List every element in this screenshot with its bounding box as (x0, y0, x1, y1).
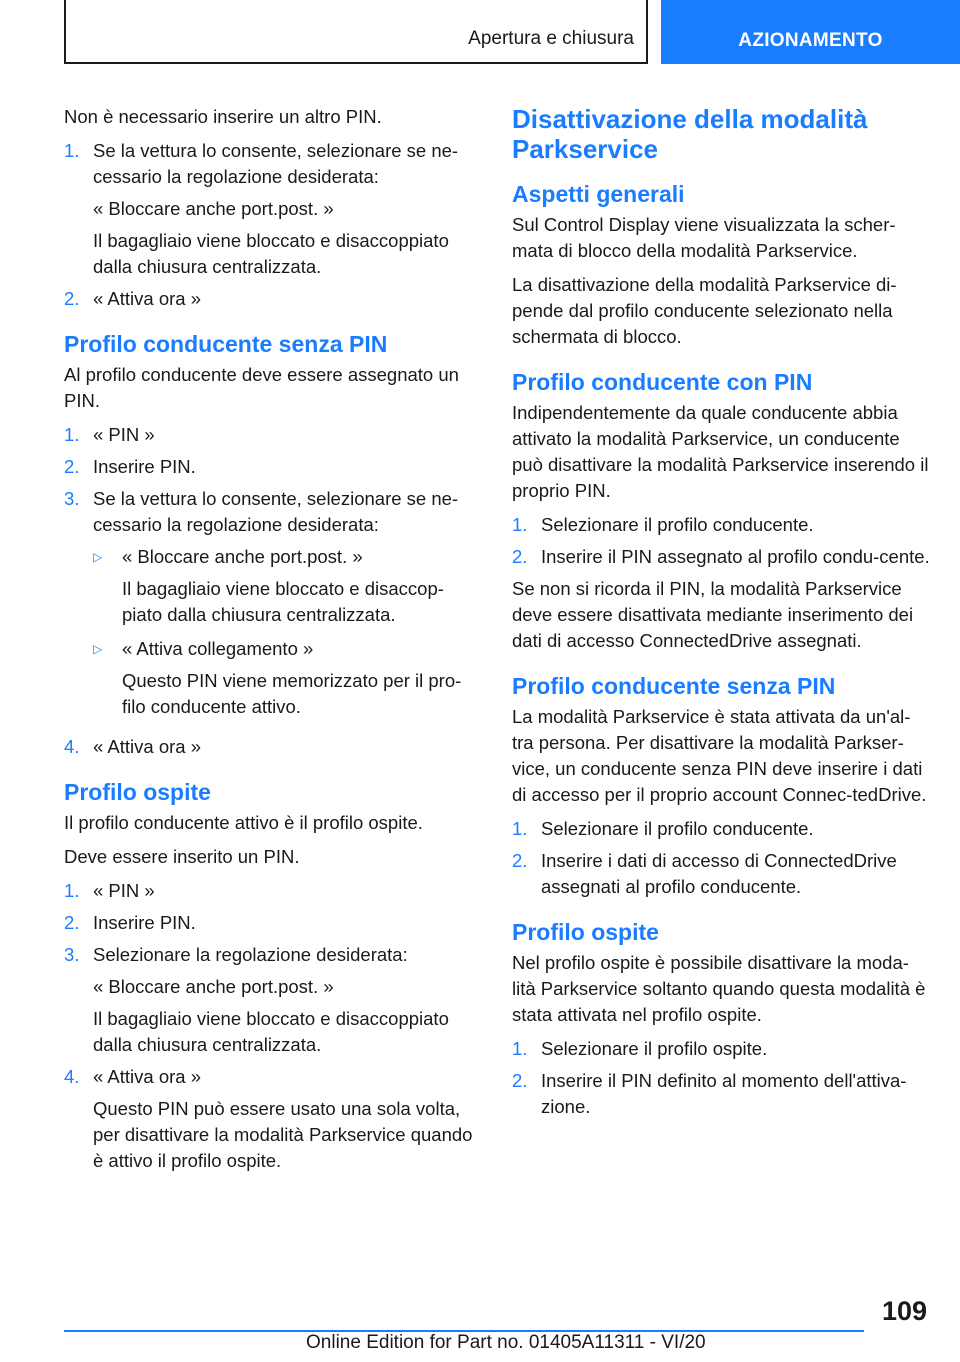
step-text: Selezionare il profilo conducente. (541, 514, 814, 535)
step-option: « Bloccare anche port.post. » (93, 976, 334, 997)
list-item (64, 1064, 480, 1174)
step-text: Inserire il PIN assegnato al profilo condu-cente. (541, 546, 930, 567)
list-number: 2. (64, 912, 80, 933)
list-item (512, 816, 930, 842)
step-text: « Attiva ora » (93, 288, 201, 309)
step-text: Inserire PIN. (93, 456, 196, 477)
list-item (512, 544, 930, 570)
list-number: 1. (64, 424, 80, 445)
header-section-box (64, 0, 648, 64)
paragraph: Se non si ricorda il PIN, la modalità Parkservice deve essere disattivata mediante inserimento dei dati di accesso ConnectedDrive assegnati. (512, 578, 914, 651)
header-section-title: Apertura e chiusura (468, 28, 634, 49)
step-description: Il bagagliaio viene bloccato e disaccoppiato dalla chiusura centralizzata. (93, 1008, 449, 1055)
list-item (512, 1068, 930, 1120)
heading-profile-with-pin: Profilo conducente con PIN (512, 369, 813, 395)
list-item (64, 286, 480, 312)
list-number: 4. (64, 1066, 80, 1087)
step-text: Se la vettura lo consente, selezionare se ne-cessario la regolazione desiderata: (93, 140, 459, 187)
paragraph: La disattivazione della modalità Parkservice di-pende dal profilo conducente selezionato nella schermata di blocco. (512, 274, 897, 347)
option-description: Questo PIN viene memorizzato per il pro-filo conducente attivo. (122, 670, 462, 717)
header-chapter-title: AZIONAMENTO (738, 30, 883, 51)
heading-profile-no-pin: Profilo conducente senza PIN (512, 673, 836, 699)
steps-list-with-pin (512, 512, 930, 570)
list-item (64, 486, 480, 728)
page-number: 109 (881, 1296, 927, 1326)
option-title: « Bloccare anche port.post. » (122, 546, 363, 567)
footer-edition: Online Edition for Part no. 01405A11311 - VI/20 (306, 1332, 706, 1353)
step-text: « PIN » (93, 880, 155, 901)
paragraph: Indipendentemente da quale conducente abbia attivato la modalità Parkservice, un conducente può disattivare la modalità Parkservice inserendo il proprio PIN. (512, 402, 929, 501)
paragraph: Deve essere inserito un PIN. (64, 846, 300, 867)
list-item (64, 878, 480, 904)
steps-list-no-pin (64, 422, 480, 760)
list-number: 1. (512, 1038, 528, 1059)
list-number: 1. (64, 140, 80, 161)
steps-list-no-pin (512, 816, 930, 900)
step-text: Se la vettura lo consente, selezionare se ne-cessario la regolazione desiderata: (93, 488, 459, 535)
step-text: Selezionare il profilo conducente. (541, 818, 814, 839)
step-text: « Attiva ora » (93, 736, 201, 757)
steps-list-guest (512, 1036, 930, 1120)
list-number: 2. (512, 546, 528, 567)
paragraph: Sul Control Display viene visualizzata la scher-mata di blocco della modalità Parkservice. (512, 214, 896, 261)
list-item (512, 848, 930, 900)
list-number: 1. (64, 880, 80, 901)
step-text: Selezionare la regolazione desiderata: (93, 944, 408, 965)
list-number: 2. (512, 850, 528, 871)
step-description: Il bagagliaio viene bloccato e disaccoppiato dalla chiusura centralizzata. (93, 230, 449, 277)
sub-list (93, 544, 480, 720)
list-number: 4. (64, 736, 80, 757)
paragraph: Nel profilo ospite è possibile disattivare la moda-lità Parkservice soltanto quando questa modalità è stata attivata nel profilo ospite. (512, 952, 926, 1025)
steps-list-1 (64, 138, 480, 312)
list-number: 2. (64, 456, 80, 477)
list-item (512, 512, 930, 538)
option-description: Il bagagliaio viene bloccato e disaccop-piato dalla chiusura centralizzata. (122, 578, 444, 625)
step-text: Inserire PIN. (93, 912, 196, 933)
step-text: Inserire il PIN definito al momento dell'attiva-zione. (541, 1070, 907, 1117)
right-column (512, 104, 930, 1126)
list-number: 2. (64, 288, 80, 309)
section-title: Disattivazione della modalità Parkservice (512, 104, 868, 164)
list-number: 2. (512, 1070, 528, 1091)
heading-guest-profile: Profilo ospite (512, 919, 659, 945)
step-text: « PIN » (93, 424, 155, 445)
list-item (64, 942, 480, 1058)
heading-profile-no-pin: Profilo conducente senza PIN (64, 331, 388, 357)
paragraph: Al profilo conducente deve essere assegnato un PIN. (64, 364, 459, 411)
list-item (512, 1036, 930, 1062)
list-item (64, 454, 480, 480)
triangle-bullet-icon: ▷ (93, 642, 103, 656)
step-text: Selezionare il profilo ospite. (541, 1038, 768, 1059)
list-number: 1. (512, 514, 528, 535)
step-text: « Attiva ora » (93, 1066, 201, 1087)
step-text: Inserire i dati di accesso di ConnectedDrive assegnati al profilo conducente. (541, 850, 897, 897)
paragraph: La modalità Parkservice è stata attivata da un'al-tra persona. Per disattivare la modalità Parkser-vice, un conducente senza PIN deve inserire i dati di accesso per il proprio account Connec-tedDrive. (512, 706, 927, 805)
triangle-bullet-icon: ▷ (93, 550, 103, 564)
list-number: 3. (64, 944, 80, 965)
sub-list-item (93, 544, 480, 628)
heading-guest-profile: Profilo ospite (64, 779, 211, 805)
sub-list-item (93, 636, 480, 720)
list-item (64, 734, 480, 760)
step-description: Questo PIN può essere usato una sola volta, per disattivare la modalità Parkservice quando è attivo il profilo ospite. (93, 1098, 473, 1171)
list-item (64, 910, 480, 936)
option-title: « Attiva collegamento » (122, 638, 314, 659)
left-column (64, 104, 480, 1180)
header-chapter-tab (661, 0, 960, 64)
steps-list-guest (64, 878, 480, 1174)
step-option: « Bloccare anche port.post. » (93, 198, 334, 219)
paragraph: Il profilo conducente attivo è il profilo ospite. (64, 812, 423, 833)
list-number: 1. (512, 818, 528, 839)
heading-general: Aspetti generali (512, 181, 685, 207)
list-item (64, 138, 480, 280)
list-number: 3. (64, 488, 80, 509)
list-item (64, 422, 480, 448)
intro-paragraph: Non è necessario inserire un altro PIN. (64, 106, 382, 127)
